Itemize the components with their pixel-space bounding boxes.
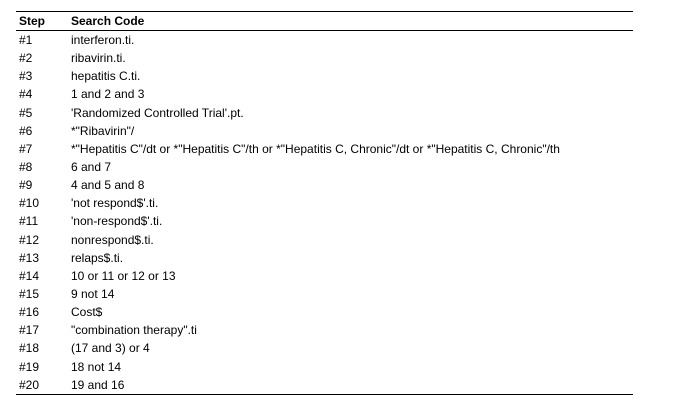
search-code-cell: relaps$.ti. [71,250,124,265]
step-cell: #19 [19,359,40,374]
search-code-cell: 'Randomized Controlled Trial'.pt. [71,105,244,120]
table-row [0,104,673,122]
table-row [0,231,673,249]
table-bottom-rule [16,394,633,395]
step-cell: #4 [19,87,33,102]
table-row [0,67,673,85]
search-code-cell: hepatitis C.ti. [71,69,141,84]
step-cell: #8 [19,159,33,174]
step-cell: #3 [19,69,33,84]
search-code-cell: 1 and 2 and 3 [71,87,145,102]
table-header-row [0,12,673,30]
step-cell: #2 [19,51,33,66]
table-row [0,358,673,376]
step-cell: #14 [19,268,40,283]
step-cell: #6 [19,123,33,138]
step-cell: #7 [19,141,33,156]
header-search-code: Search Code [71,14,145,28]
search-code-cell: 19 and 16 [71,377,125,392]
table-row [0,49,673,67]
table-row [0,140,673,158]
search-code-cell: 4 and 5 and 8 [71,178,145,193]
table-row [0,285,673,303]
search-code-cell: ribavirin.ti. [71,51,126,66]
search-code-cell: "combination therapy".ti [71,323,197,338]
table-row [0,212,673,230]
search-code-cell: 9 not 14 [71,286,115,301]
search-code-cell: 10 or 11 or 12 or 13 [71,268,176,283]
table-row [0,31,673,49]
step-cell: #12 [19,232,40,247]
table-row [0,176,673,194]
table-row [0,122,673,140]
table-row [0,249,673,267]
search-code-cell: *"Hepatitis C"/dt or *"Hepatitis C"/th or *"Hepatitis C, Chronic"/dt or *"Hepatitis C, Chronic"/th [71,141,560,156]
search-code-cell: 18 not 14 [71,359,122,374]
table-row [0,339,673,357]
table-row [0,194,673,212]
step-cell: #5 [19,105,33,120]
search-code-cell: *"Ribavirin"/ [71,123,135,138]
search-code-cell: (17 and 3) or 4 [71,341,150,356]
search-code-cell: Cost$ [71,305,103,320]
step-cell: #9 [19,178,33,193]
table-row [0,303,673,321]
table-row [0,267,673,285]
search-code-cell: 'non-respond$'.ti. [71,214,163,229]
table-body [0,31,673,394]
table-row [0,376,673,394]
step-cell: #1 [19,33,33,47]
table-row [0,158,673,176]
step-cell: #18 [19,341,40,356]
header-step: Step [19,14,46,28]
step-cell: #17 [19,323,40,338]
step-cell: #11 [19,214,39,229]
search-code-cell: 'not respond$'.ti. [71,196,159,211]
search-code-cell: nonrespond$.ti. [71,232,154,247]
search-code-cell: interferon.ti. [71,33,135,47]
step-cell: #10 [19,196,40,211]
table-row [0,321,673,339]
step-cell: #13 [19,250,40,265]
step-cell: #16 [19,305,40,320]
table-row [0,85,673,103]
step-cell: #20 [19,377,40,392]
step-cell: #15 [19,286,40,301]
search-code-cell: 6 and 7 [71,159,112,174]
